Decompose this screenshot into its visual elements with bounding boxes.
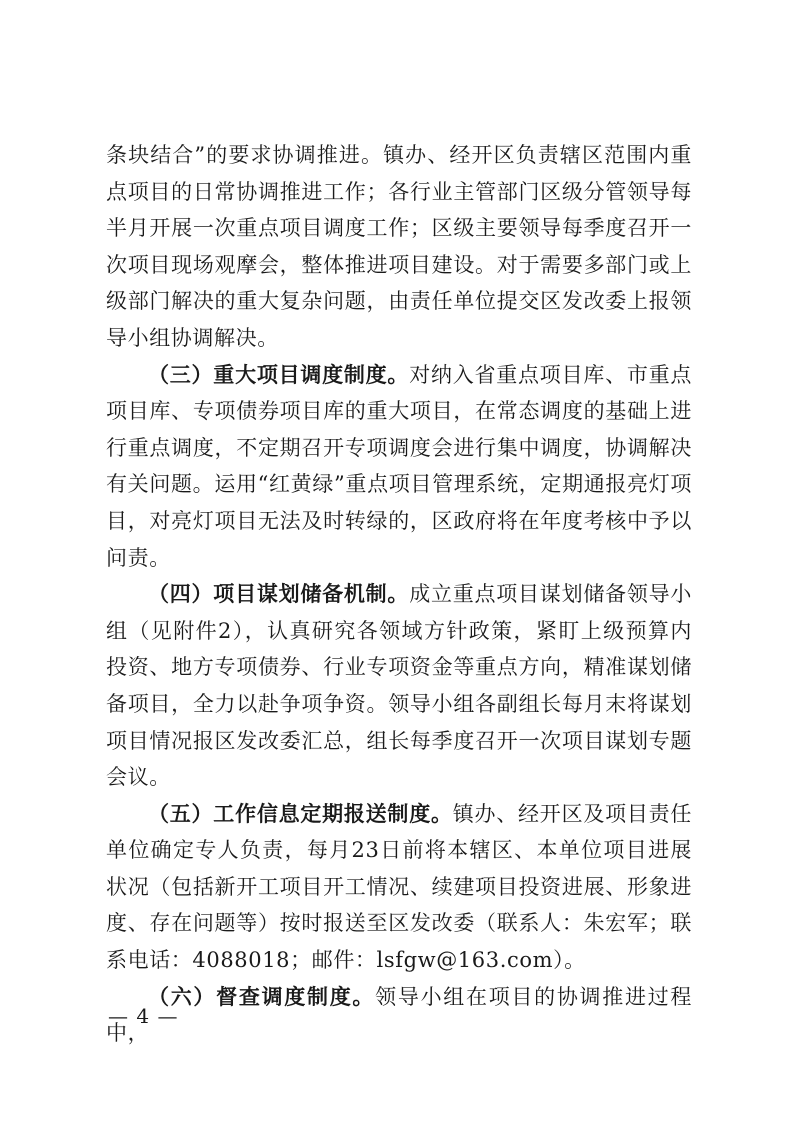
paragraph-supervision — [106, 979, 692, 1052]
paragraph-continuation — [106, 137, 692, 357]
paragraph-project-planning-reserve — [106, 576, 692, 796]
body-text — [106, 137, 692, 1052]
paragraph-text: 镇办、经开区及项目责任单位确定专人负责，每月23日前将本辖区、本单位项目进展状况（包括新开工项目开工情况、续建项目投资进展、形象进度、存在问题等）按时报送至区发改委（联系人：朱宏军；联系电话：4088018；邮件：lsfgw@163.com）。 — [106, 801, 692, 973]
paragraph-text: 领导小组在项目的协调推进过程中， — [106, 984, 693, 1046]
section-heading: （三）重大项目调度制度。 — [148, 361, 410, 387]
paragraph-text: 对纳入省重点项目库、市重点项目库、专项债券项目库的重大项目，在常态调度的基础上进行重点调度，不定期召开专项调度会进行集中调度，协调解决有关问题。运用“红黄绿”重点项目管理系统，定期通报亮灯项目，对亮灯项目无法及时转绿的，区政府将在年度考核中予以问责。 — [106, 362, 692, 570]
section-heading: （六）督查调度制度。 — [148, 983, 376, 1009]
section-heading: （五）工作信息定期报送制度。 — [148, 800, 453, 826]
paragraph-text: 条块结合”的要求协调推进。镇办、经开区负责辖区范围内重点项目的日常协调推进工作；各行业主管部门区级分管领导每半月开展一次重点项目调度工作；区级主要领导每季度召开一次项目现场观摩会，整体推进项目建设。对于需要多部门或上级部门解决的重大复杂问题，由责任单位提交区发改委上报领导小组协调解决。 — [106, 143, 692, 350]
paragraph-text: 成立重点项目谋划储备领导小组（见附件2），认真研究各领域方针政策，紧盯上级预算内投资、地方专项债券、行业专项资金等重点方向，精准谋划储备项目，全力以赴争项争资。领导小组各副组长每月末将谋划项目情况报区发改委汇总，组长每季度召开一次项目谋划专题会议。 — [106, 582, 692, 790]
page-number: — 4 — — [108, 1004, 179, 1028]
section-heading: （四）项目谋划储备机制。 — [148, 581, 410, 607]
paragraph-info-reporting — [106, 796, 692, 979]
paragraph-major-project-scheduling — [106, 357, 692, 577]
